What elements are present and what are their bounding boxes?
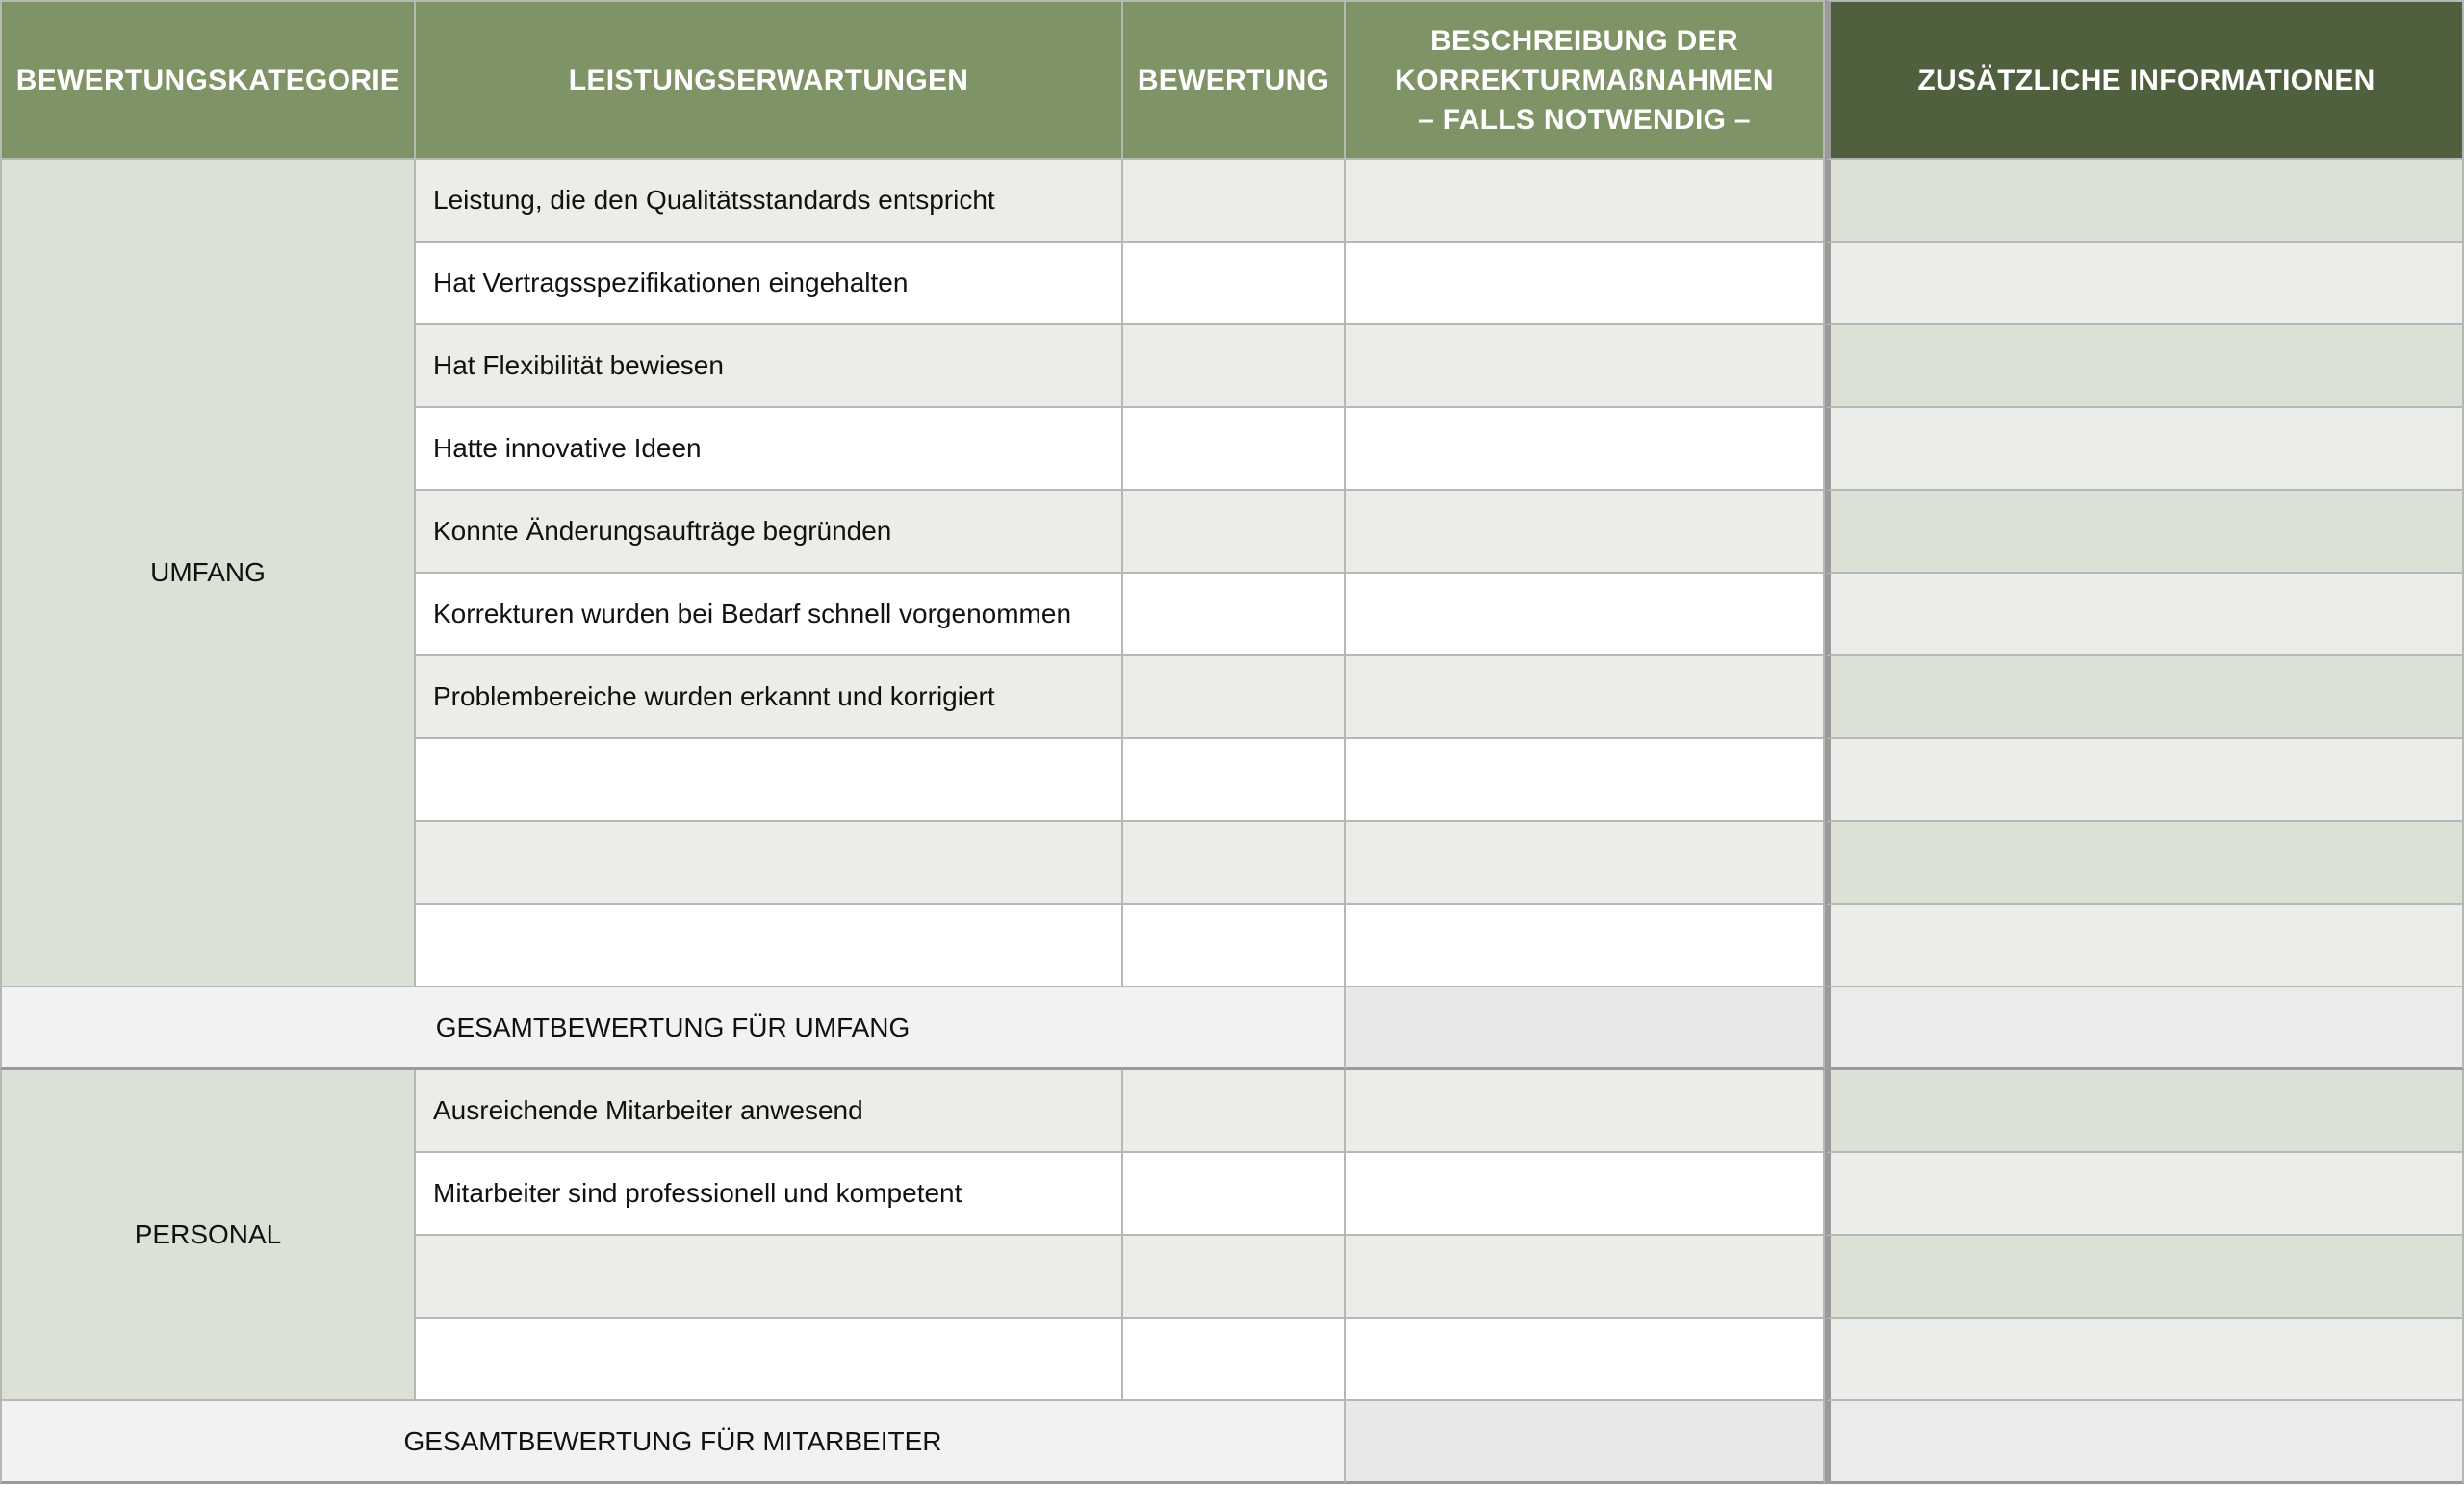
- additional-info-cell[interactable]: [1825, 656, 2464, 739]
- corrective-action-cell[interactable]: [1346, 574, 1825, 656]
- expectation-row: [416, 1070, 1123, 1153]
- header-corrective-line3: – FALLS NOTWENDIG –: [1418, 103, 1751, 136]
- corrective-action-cell[interactable]: [1346, 1236, 1825, 1319]
- expectation-row: [416, 491, 1123, 574]
- summary-label: GESAMTBEWERTUNG FÜR MITARBEITER: [403, 1425, 942, 1456]
- summary-value-cell[interactable]: [1346, 1401, 1825, 1484]
- expectation-row[interactable]: [416, 739, 1123, 822]
- header-rating: [1123, 0, 1346, 160]
- header-category: [0, 0, 416, 160]
- additional-info-cell[interactable]: [1825, 739, 2464, 822]
- corrective-action-cell[interactable]: [1346, 1319, 1825, 1401]
- expectation-row: [416, 325, 1123, 408]
- corrective-action-cell[interactable]: [1346, 491, 1825, 574]
- additional-info-cell[interactable]: [1825, 1070, 2464, 1153]
- rating-cell[interactable]: [1123, 656, 1346, 739]
- corrective-action-cell[interactable]: [1346, 822, 1825, 905]
- rating-cell[interactable]: [1123, 822, 1346, 905]
- corrective-action-cell[interactable]: [1346, 905, 1825, 987]
- rating-cell[interactable]: [1123, 739, 1346, 822]
- additional-info-cell[interactable]: [1825, 822, 2464, 905]
- summary-info-cell[interactable]: [1825, 987, 2464, 1070]
- header-corrective-line1: BESCHREIBUNG DER: [1430, 24, 1738, 57]
- additional-info-cell[interactable]: [1825, 905, 2464, 987]
- expectation-text: Hatte innovative Ideen: [433, 433, 702, 463]
- expectation-row: [416, 656, 1123, 739]
- expectation-text: Hat Vertragsspezifikationen eingehalten: [433, 268, 909, 297]
- category-label: PERSONAL: [134, 1219, 282, 1249]
- header-rating-label: BEWERTUNG: [1137, 64, 1330, 96]
- corrective-action-cell[interactable]: [1346, 656, 1825, 739]
- additional-info-cell[interactable]: [1825, 491, 2464, 574]
- corrective-action-cell[interactable]: [1346, 1070, 1825, 1153]
- header-additional-info-label: ZUSÄTZLICHE INFORMATIONEN: [1917, 64, 2375, 96]
- header-additional-info: [1825, 0, 2464, 160]
- corrective-action-cell[interactable]: [1346, 408, 1825, 491]
- corrective-action-cell[interactable]: [1346, 160, 1825, 243]
- rating-cell[interactable]: [1123, 1070, 1346, 1153]
- rating-cell[interactable]: [1123, 574, 1346, 656]
- expectation-row: [416, 408, 1123, 491]
- summary-label: GESAMTBEWERTUNG FÜR UMFANG: [435, 1011, 911, 1042]
- expectation-text: Problembereiche wurden erkannt und korrigiert: [433, 681, 995, 711]
- summary-info-cell[interactable]: [1825, 1401, 2464, 1484]
- rating-cell[interactable]: [1123, 408, 1346, 491]
- additional-info-cell[interactable]: [1825, 574, 2464, 656]
- expectation-row: [416, 574, 1123, 656]
- rating-cell[interactable]: [1123, 1319, 1346, 1401]
- summary-row-mitarbeiter: [0, 1401, 1346, 1484]
- summary-row-umfang: [0, 987, 1346, 1070]
- expectation-text: Leistung, die den Qualitätsstandards entspricht: [433, 185, 995, 215]
- additional-info-cell[interactable]: [1825, 160, 2464, 243]
- expectation-row[interactable]: [416, 1319, 1123, 1401]
- corrective-action-cell[interactable]: [1346, 739, 1825, 822]
- rating-cell[interactable]: [1123, 243, 1346, 325]
- corrective-action-cell[interactable]: [1346, 325, 1825, 408]
- header-expectations: [416, 0, 1123, 160]
- rating-cell[interactable]: [1123, 905, 1346, 987]
- category-personal: [0, 1070, 416, 1401]
- expectation-text: Konnte Änderungsaufträge begründen: [433, 516, 892, 546]
- category-label: UMFANG: [150, 557, 266, 587]
- header-expectations-label: LEISTUNGSERWARTUNGEN: [568, 64, 969, 96]
- expectation-text: Ausreichende Mitarbeiter anwesend: [433, 1095, 863, 1125]
- additional-info-cell[interactable]: [1825, 1319, 2464, 1401]
- additional-info-cell[interactable]: [1825, 243, 2464, 325]
- expectation-text: Hat Flexibilität bewiesen: [433, 350, 724, 380]
- expectation-row: [416, 243, 1123, 325]
- rating-cell[interactable]: [1123, 160, 1346, 243]
- rating-cell[interactable]: [1123, 1236, 1346, 1319]
- expectation-text: Korrekturen wurden bei Bedarf schnell vorgenommen: [433, 599, 1072, 628]
- header-category-label: BEWERTUNGSKATEGORIE: [15, 64, 400, 96]
- additional-info-cell[interactable]: [1825, 408, 2464, 491]
- rating-cell[interactable]: [1123, 1153, 1346, 1236]
- rating-cell[interactable]: [1123, 491, 1346, 574]
- additional-info-cell[interactable]: [1825, 325, 2464, 408]
- rating-cell[interactable]: [1123, 325, 1346, 408]
- corrective-action-cell[interactable]: [1346, 1153, 1825, 1236]
- header-corrective-actions: [1346, 0, 1825, 160]
- expectation-row: [416, 1153, 1123, 1236]
- expectation-row[interactable]: [416, 905, 1123, 987]
- corrective-action-cell[interactable]: [1346, 243, 1825, 325]
- header-corrective-line2: KORREKTURMAßNAHMEN: [1395, 64, 1774, 96]
- summary-value-cell[interactable]: [1346, 987, 1825, 1070]
- expectation-row: [416, 160, 1123, 243]
- additional-info-cell[interactable]: [1825, 1153, 2464, 1236]
- expectation-row[interactable]: [416, 822, 1123, 905]
- category-umfang: [0, 160, 416, 987]
- expectation-text: Mitarbeiter sind professionell und kompetent: [433, 1178, 962, 1208]
- expectation-row[interactable]: [416, 1236, 1123, 1319]
- additional-info-cell[interactable]: [1825, 1236, 2464, 1319]
